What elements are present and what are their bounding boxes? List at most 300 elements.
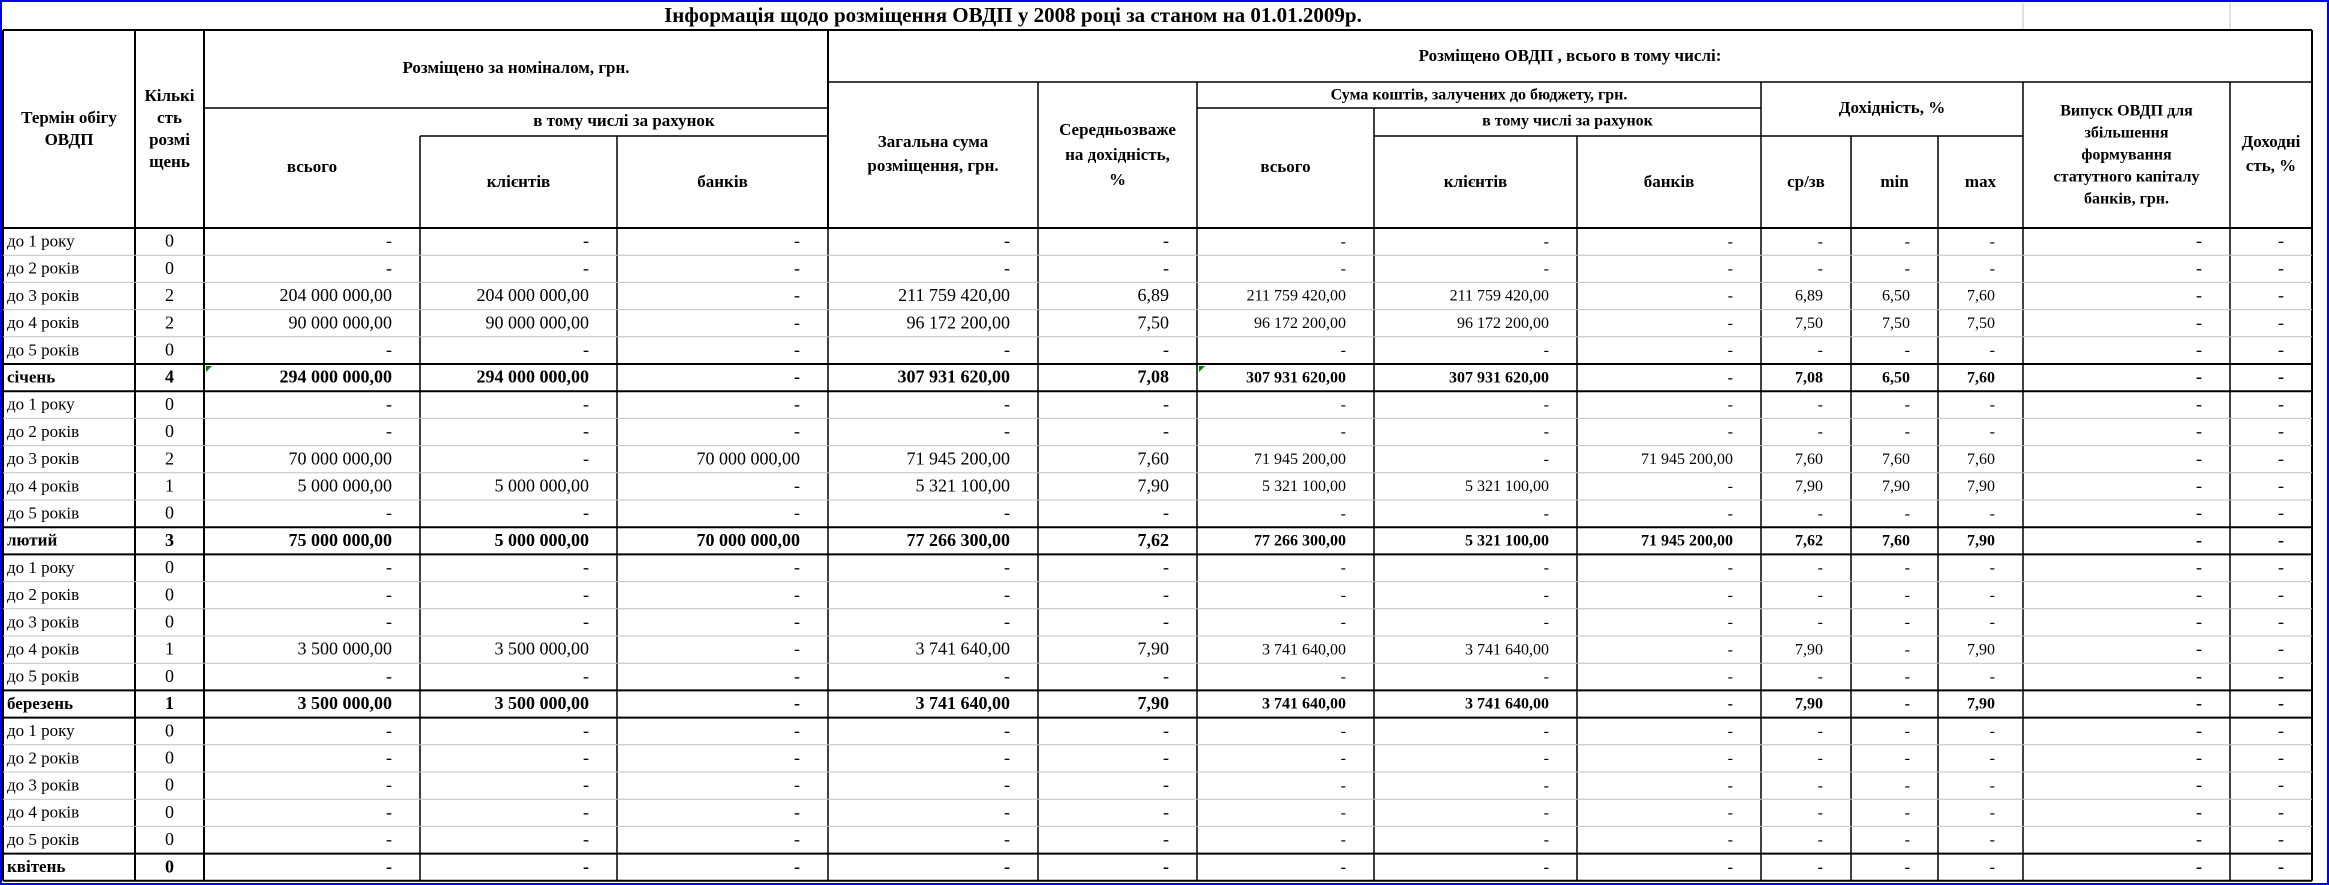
cell-avg-yield: 6,89: [1137, 285, 1169, 306]
cell-bud-total: -: [1340, 423, 1346, 441]
cell-avg-yield: -: [1163, 557, 1169, 578]
cell-bud-clients: 211 759 420,00: [1449, 287, 1549, 305]
cell-issue: -: [2196, 747, 2202, 768]
cell-y-max: -: [1989, 777, 1995, 795]
row-term: до 2 років: [7, 258, 80, 278]
row-count: 0: [165, 856, 174, 877]
cell-y-avg: -: [1817, 586, 1823, 604]
cell-y-avg: -: [1817, 505, 1823, 523]
cell-y-max: 7,50: [1967, 314, 1995, 332]
cell-nom-total: -: [386, 801, 392, 822]
cell-y-avg: -: [1817, 831, 1823, 849]
cell-bud-banks: -: [1727, 260, 1733, 278]
cell-issue: -: [2196, 611, 2202, 632]
cell-y-avg: -: [1817, 804, 1823, 822]
row-term: до 3 років: [7, 449, 80, 469]
cell-avg-yield: 7,90: [1137, 638, 1169, 659]
row-term: до 1 року: [7, 231, 75, 251]
cell-nom-total: -: [386, 665, 392, 686]
cell-yield2: -: [2278, 312, 2284, 333]
cell-issue: -: [2196, 285, 2202, 306]
cell-total-sum: -: [1004, 747, 1010, 768]
cell-bud-clients: -: [1543, 559, 1549, 577]
cell-y-max: -: [1989, 750, 1995, 768]
row-count: 0: [165, 421, 174, 442]
cell-total-sum: -: [1004, 665, 1010, 686]
cell-nom-clients: -: [583, 856, 589, 877]
cell-y-max: -: [1989, 505, 1995, 523]
cell-y-min: -: [1904, 668, 1910, 686]
cell-y-min: -: [1904, 559, 1910, 577]
row-term: до 3 років: [7, 285, 80, 305]
cell-bud-total: -: [1340, 831, 1346, 849]
row-count: 0: [165, 339, 174, 360]
cell-total-sum: -: [1004, 257, 1010, 278]
cell-bud-total: -: [1340, 804, 1346, 822]
cell-nom-banks: -: [794, 257, 800, 278]
row-count: 0: [165, 257, 174, 278]
row-count: 0: [165, 720, 174, 741]
cell-nom-clients: -: [583, 230, 589, 251]
cell-nom-clients: 294 000 000,00: [476, 366, 589, 387]
cell-avg-yield: -: [1163, 584, 1169, 605]
cell-nom-banks: -: [794, 393, 800, 414]
row-term: до 5 років: [7, 666, 80, 686]
cell-bud-clients: 3 741 640,00: [1465, 695, 1549, 713]
row-count: 0: [165, 393, 174, 414]
cell-y-max: -: [1989, 260, 1995, 278]
cell-issue: -: [2196, 339, 2202, 360]
cell-yield2: -: [2278, 230, 2284, 251]
header-yield-min: min: [1880, 171, 1909, 191]
cell-y-avg: -: [1817, 233, 1823, 251]
row-term: березень: [7, 693, 73, 713]
cell-nom-banks: -: [794, 557, 800, 578]
cell-nom-total: -: [386, 393, 392, 414]
cell-bud-banks: -: [1727, 369, 1733, 387]
cell-bud-banks: -: [1727, 233, 1733, 251]
cell-issue: -: [2196, 529, 2202, 550]
cell-bud-clients: -: [1543, 396, 1549, 414]
cell-nom-total: -: [386, 421, 392, 442]
cell-y-min: -: [1904, 233, 1910, 251]
cell-bud-clients: -: [1543, 586, 1549, 604]
cell-nom-banks: -: [794, 611, 800, 632]
cell-bud-total: -: [1340, 858, 1346, 876]
cell-bud-clients: -: [1543, 233, 1549, 251]
cell-total-sum: -: [1004, 584, 1010, 605]
cell-issue: -: [2196, 801, 2202, 822]
cell-bud-banks: -: [1727, 478, 1733, 496]
header-yield-last: Доходні: [2241, 131, 2301, 151]
cell-yield2: -: [2278, 720, 2284, 741]
cell-issue: -: [2196, 693, 2202, 714]
cell-y-max: -: [1989, 858, 1995, 876]
cell-y-avg: -: [1817, 396, 1823, 414]
cell-avg-yield: -: [1163, 747, 1169, 768]
cell-y-min: -: [1904, 423, 1910, 441]
cell-y-avg: -: [1817, 260, 1823, 278]
cell-bud-total: -: [1340, 750, 1346, 768]
cell-y-min: 7,60: [1882, 450, 1910, 468]
cell-y-max: 7,60: [1967, 450, 1995, 468]
cell-avg-yield: 7,62: [1137, 529, 1169, 550]
cell-y-max: -: [1989, 559, 1995, 577]
cell-bud-total: -: [1340, 342, 1346, 360]
cell-nom-total: -: [386, 230, 392, 251]
cell-y-avg: -: [1817, 750, 1823, 768]
cell-yield2: -: [2278, 257, 2284, 278]
header-nominal-group: Розміщено за номіналом, грн.: [402, 57, 630, 77]
cell-avg-yield: -: [1163, 339, 1169, 360]
cell-total-sum: -: [1004, 720, 1010, 741]
cell-bud-banks: -: [1727, 858, 1733, 876]
cell-y-max: 7,90: [1967, 641, 1995, 659]
cell-total-sum: -: [1004, 339, 1010, 360]
cell-bud-clients: -: [1543, 614, 1549, 632]
cell-y-avg: -: [1817, 668, 1823, 686]
cell-yield2: -: [2278, 774, 2284, 795]
cell-total-sum: -: [1004, 856, 1010, 877]
cell-y-max: -: [1989, 396, 1995, 414]
cell-nom-total: 3 500 000,00: [297, 638, 392, 659]
header-issue-capital: збільшення: [2084, 124, 2169, 142]
cell-y-max: -: [1989, 722, 1995, 740]
cell-y-min: -: [1904, 641, 1910, 659]
cell-bud-banks: -: [1727, 750, 1733, 768]
cell-bud-total: -: [1340, 396, 1346, 414]
cell-y-max: -: [1989, 614, 1995, 632]
cell-nom-banks: -: [794, 774, 800, 795]
row-count: 4: [165, 366, 174, 387]
cell-avg-yield: -: [1163, 801, 1169, 822]
cell-nom-clients: -: [583, 829, 589, 850]
row-count: 1: [165, 638, 174, 659]
cell-nom-banks: 70 000 000,00: [696, 448, 800, 469]
cell-avg-yield: 7,08: [1137, 366, 1169, 387]
cell-y-avg: -: [1817, 559, 1823, 577]
cell-total-sum: -: [1004, 774, 1010, 795]
cell-y-min: 7,90: [1882, 478, 1910, 496]
cell-issue: -: [2196, 312, 2202, 333]
row-count: 0: [165, 557, 174, 578]
cell-nom-clients: -: [583, 257, 589, 278]
cell-y-max: 7,60: [1967, 369, 1995, 387]
row-term: до 4 років: [7, 639, 80, 659]
cell-issue: -: [2196, 475, 2202, 496]
cell-bud-total: 71 945 200,00: [1254, 450, 1346, 468]
cell-nom-banks: -: [794, 285, 800, 306]
cell-yield2: -: [2278, 829, 2284, 850]
cell-y-min: -: [1904, 804, 1910, 822]
cell-issue: -: [2196, 421, 2202, 442]
cell-avg-yield: 7,90: [1137, 693, 1169, 714]
cell-y-max: 7,90: [1967, 532, 1995, 550]
header-term: Термін обігу: [21, 107, 117, 127]
cell-total-sum: -: [1004, 801, 1010, 822]
cell-avg-yield: 7,60: [1137, 448, 1169, 469]
cell-y-max: -: [1989, 342, 1995, 360]
header-yield-avg: ср/зв: [1787, 171, 1825, 191]
row-count: 0: [165, 665, 174, 686]
cell-avg-yield: -: [1163, 720, 1169, 741]
cell-yield2: -: [2278, 693, 2284, 714]
cell-nom-total: 204 000 000,00: [279, 285, 392, 306]
cell-bud-banks: -: [1727, 722, 1733, 740]
cell-bud-clients: -: [1543, 342, 1549, 360]
cell-nom-clients: -: [583, 448, 589, 469]
cell-yield2: -: [2278, 638, 2284, 659]
cell-nom-banks: -: [794, 584, 800, 605]
cell-nom-total: -: [386, 856, 392, 877]
row-term: квітень: [7, 857, 66, 877]
cell-issue: -: [2196, 665, 2202, 686]
cell-bud-total: 77 266 300,00: [1254, 532, 1346, 550]
cell-bud-total: -: [1340, 668, 1346, 686]
cell-bud-clients: -: [1543, 423, 1549, 441]
cell-bud-total: -: [1340, 586, 1346, 604]
cell-nom-banks: -: [794, 720, 800, 741]
cell-y-min: -: [1904, 342, 1910, 360]
cell-bud-banks: -: [1727, 314, 1733, 332]
row-term: до 1 року: [7, 721, 75, 741]
cell-nom-banks: -: [794, 747, 800, 768]
cell-nom-clients: 90 000 000,00: [485, 312, 589, 333]
cell-bud-banks: -: [1727, 505, 1733, 523]
cell-bud-total: -: [1340, 505, 1346, 523]
cell-y-avg: -: [1817, 423, 1823, 441]
cell-bud-clients: 96 172 200,00: [1457, 314, 1549, 332]
cell-bud-banks: -: [1727, 423, 1733, 441]
cell-yield2: -: [2278, 448, 2284, 469]
cell-bud-clients: -: [1543, 804, 1549, 822]
cell-nom-clients: 5 000 000,00: [494, 529, 589, 550]
cell-total-sum: 77 266 300,00: [906, 529, 1010, 550]
cell-avg-yield: -: [1163, 774, 1169, 795]
cell-yield2: -: [2278, 421, 2284, 442]
cell-total-sum: -: [1004, 230, 1010, 251]
cell-total-sum: 3 741 640,00: [915, 693, 1010, 714]
row-count: 0: [165, 230, 174, 251]
cell-yield2: -: [2278, 502, 2284, 523]
cell-total-sum: -: [1004, 611, 1010, 632]
cell-nom-clients: -: [583, 421, 589, 442]
header-avg-yield: на дохідність,: [1065, 144, 1170, 164]
row-term: лютий: [7, 530, 58, 550]
cell-y-min: -: [1904, 396, 1910, 414]
cell-issue: -: [2196, 829, 2202, 850]
row-term: до 1 року: [7, 394, 75, 414]
header-budget-banks: банків: [1643, 171, 1695, 191]
cell-y-max: 7,90: [1967, 695, 1995, 713]
cell-nom-total: -: [386, 611, 392, 632]
cell-bud-clients: -: [1543, 750, 1549, 768]
cell-bud-clients: -: [1543, 858, 1549, 876]
cell-y-max: -: [1989, 233, 1995, 251]
cell-nom-total: -: [386, 747, 392, 768]
row-term: до 4 років: [7, 476, 80, 496]
header-avg-yield: %: [1109, 169, 1126, 189]
cell-nom-clients: -: [583, 393, 589, 414]
cell-issue: -: [2196, 366, 2202, 387]
cell-bud-total: -: [1340, 722, 1346, 740]
cell-avg-yield: -: [1163, 257, 1169, 278]
row-count: 2: [165, 285, 174, 306]
header-nominal-banks: банків: [697, 171, 748, 191]
cell-bud-banks: -: [1727, 586, 1733, 604]
header-avg-yield: Середньозваже: [1059, 119, 1176, 139]
header-total-sum: Загальна сума: [877, 131, 989, 151]
cell-yield2: -: [2278, 611, 2284, 632]
cell-y-min: 6,50: [1882, 369, 1910, 387]
row-term: до 3 років: [7, 612, 80, 632]
cell-avg-yield: 7,50: [1137, 312, 1169, 333]
cell-yield2: -: [2278, 584, 2284, 605]
cell-total-sum: 5 321 100,00: [915, 475, 1010, 496]
cell-nom-banks: -: [794, 638, 800, 659]
cell-total-sum: -: [1004, 421, 1010, 442]
cell-avg-yield: -: [1163, 502, 1169, 523]
cell-nom-total: -: [386, 720, 392, 741]
cell-bud-banks: 71 945 200,00: [1641, 450, 1733, 468]
cell-nom-banks: -: [794, 366, 800, 387]
cell-nom-clients: 5 000 000,00: [494, 475, 589, 496]
cell-yield2: -: [2278, 665, 2284, 686]
cell-total-sum: 211 759 420,00: [898, 285, 1010, 306]
cell-bud-banks: 71 945 200,00: [1641, 532, 1733, 550]
cell-total-sum: -: [1004, 502, 1010, 523]
cell-y-max: -: [1989, 586, 1995, 604]
cell-bud-clients: -: [1543, 831, 1549, 849]
row-term: січень: [7, 367, 56, 387]
cell-nom-total: -: [386, 557, 392, 578]
cell-y-min: -: [1904, 831, 1910, 849]
cell-total-sum: 71 945 200,00: [906, 448, 1010, 469]
row-term: до 2 років: [7, 748, 80, 768]
header-budget-subgroup: в тому числі за рахунок: [1482, 112, 1653, 130]
cell-y-min: -: [1904, 586, 1910, 604]
row-count: 3: [165, 529, 174, 550]
cell-y-max: -: [1989, 668, 1995, 686]
cell-bud-clients: 307 931 620,00: [1449, 369, 1549, 387]
cell-total-sum: 3 741 640,00: [915, 638, 1010, 659]
cell-issue: -: [2196, 774, 2202, 795]
cell-y-avg: 7,60: [1795, 450, 1823, 468]
cell-yield2: -: [2278, 339, 2284, 360]
header-nominal-total: всього: [286, 156, 338, 176]
cell-y-min: -: [1904, 614, 1910, 632]
cell-bud-clients: 5 321 100,00: [1465, 532, 1549, 550]
cell-avg-yield: 7,90: [1137, 475, 1169, 496]
cell-y-max: -: [1989, 804, 1995, 822]
cell-nom-total: -: [386, 829, 392, 850]
cell-bud-banks: -: [1727, 287, 1733, 305]
cell-avg-yield: -: [1163, 230, 1169, 251]
cell-bud-total: -: [1340, 777, 1346, 795]
cell-nom-clients: -: [583, 720, 589, 741]
row-count: 0: [165, 611, 174, 632]
cell-bud-banks: -: [1727, 777, 1733, 795]
cell-avg-yield: -: [1163, 856, 1169, 877]
cell-issue: -: [2196, 720, 2202, 741]
row-term: до 2 років: [7, 421, 80, 441]
header-budget-group: Сума коштів, залучених до бюджету, грн.: [1330, 86, 1628, 104]
cell-bud-banks: -: [1727, 614, 1733, 632]
cell-avg-yield: -: [1163, 393, 1169, 414]
cell-nom-banks: -: [794, 230, 800, 251]
cell-issue: -: [2196, 502, 2202, 523]
cell-bud-total: -: [1340, 559, 1346, 577]
cell-y-avg: -: [1817, 858, 1823, 876]
cell-bud-banks: -: [1727, 641, 1733, 659]
cell-y-min: -: [1904, 750, 1910, 768]
cell-avg-yield: -: [1163, 611, 1169, 632]
cell-nom-banks: -: [794, 665, 800, 686]
cell-nom-banks: -: [794, 339, 800, 360]
header-term: ОВДП: [44, 129, 94, 149]
header-issue-capital: банків, грн.: [2084, 190, 2169, 208]
row-term: до 3 років: [7, 775, 80, 795]
cell-nom-clients: -: [583, 774, 589, 795]
cell-nom-total: 70 000 000,00: [288, 448, 392, 469]
row-term: до 4 років: [7, 313, 80, 333]
row-count: 0: [165, 584, 174, 605]
row-term: до 5 років: [7, 829, 80, 849]
cell-total-sum: 307 931 620,00: [897, 366, 1010, 387]
cell-y-min: -: [1904, 777, 1910, 795]
cell-y-max: -: [1989, 423, 1995, 441]
cell-nom-clients: 204 000 000,00: [476, 285, 589, 306]
cell-issue: -: [2196, 638, 2202, 659]
cell-issue: -: [2196, 230, 2202, 251]
cell-nom-total: 5 000 000,00: [297, 475, 392, 496]
cell-yield2: -: [2278, 557, 2284, 578]
cell-nom-total: 90 000 000,00: [288, 312, 392, 333]
header-total-sum: розміщення, грн.: [867, 155, 999, 175]
cell-y-min: -: [1904, 858, 1910, 876]
row-count: 0: [165, 747, 174, 768]
cell-y-min: 6,50: [1882, 287, 1910, 305]
row-term: до 1 року: [7, 557, 75, 577]
cell-nom-clients: -: [583, 557, 589, 578]
header-budget-clients: клієнтів: [1443, 171, 1508, 191]
cell-y-avg: 7,90: [1795, 478, 1823, 496]
cell-y-avg: -: [1817, 777, 1823, 795]
cell-yield2: -: [2278, 366, 2284, 387]
cell-bud-clients: 3 741 640,00: [1465, 641, 1549, 659]
cell-y-avg: 7,90: [1795, 641, 1823, 659]
cell-yield2: -: [2278, 856, 2284, 877]
row-term: до 5 років: [7, 340, 80, 360]
header-yield-group: Дохідність, %: [1838, 97, 1946, 117]
header-budget-total: всього: [1260, 156, 1311, 176]
cell-nom-banks: -: [794, 829, 800, 850]
cell-y-avg: 6,89: [1795, 287, 1823, 305]
cell-nom-banks: -: [794, 502, 800, 523]
page-title: Інформація щодо розміщення ОВДП у 2008 році за станом на 01.01.2009р.: [664, 2, 1362, 27]
cell-y-max: 7,90: [1967, 478, 1995, 496]
cell-bud-clients: -: [1543, 668, 1549, 686]
cell-nom-total: -: [386, 774, 392, 795]
cell-issue: -: [2196, 257, 2202, 278]
row-count: 1: [165, 475, 174, 496]
cell-nom-banks: -: [794, 421, 800, 442]
cell-yield2: -: [2278, 747, 2284, 768]
cell-y-avg: -: [1817, 722, 1823, 740]
cell-bud-banks: -: [1727, 831, 1733, 849]
cell-bud-total: 3 741 640,00: [1262, 695, 1346, 713]
cell-issue: -: [2196, 448, 2202, 469]
